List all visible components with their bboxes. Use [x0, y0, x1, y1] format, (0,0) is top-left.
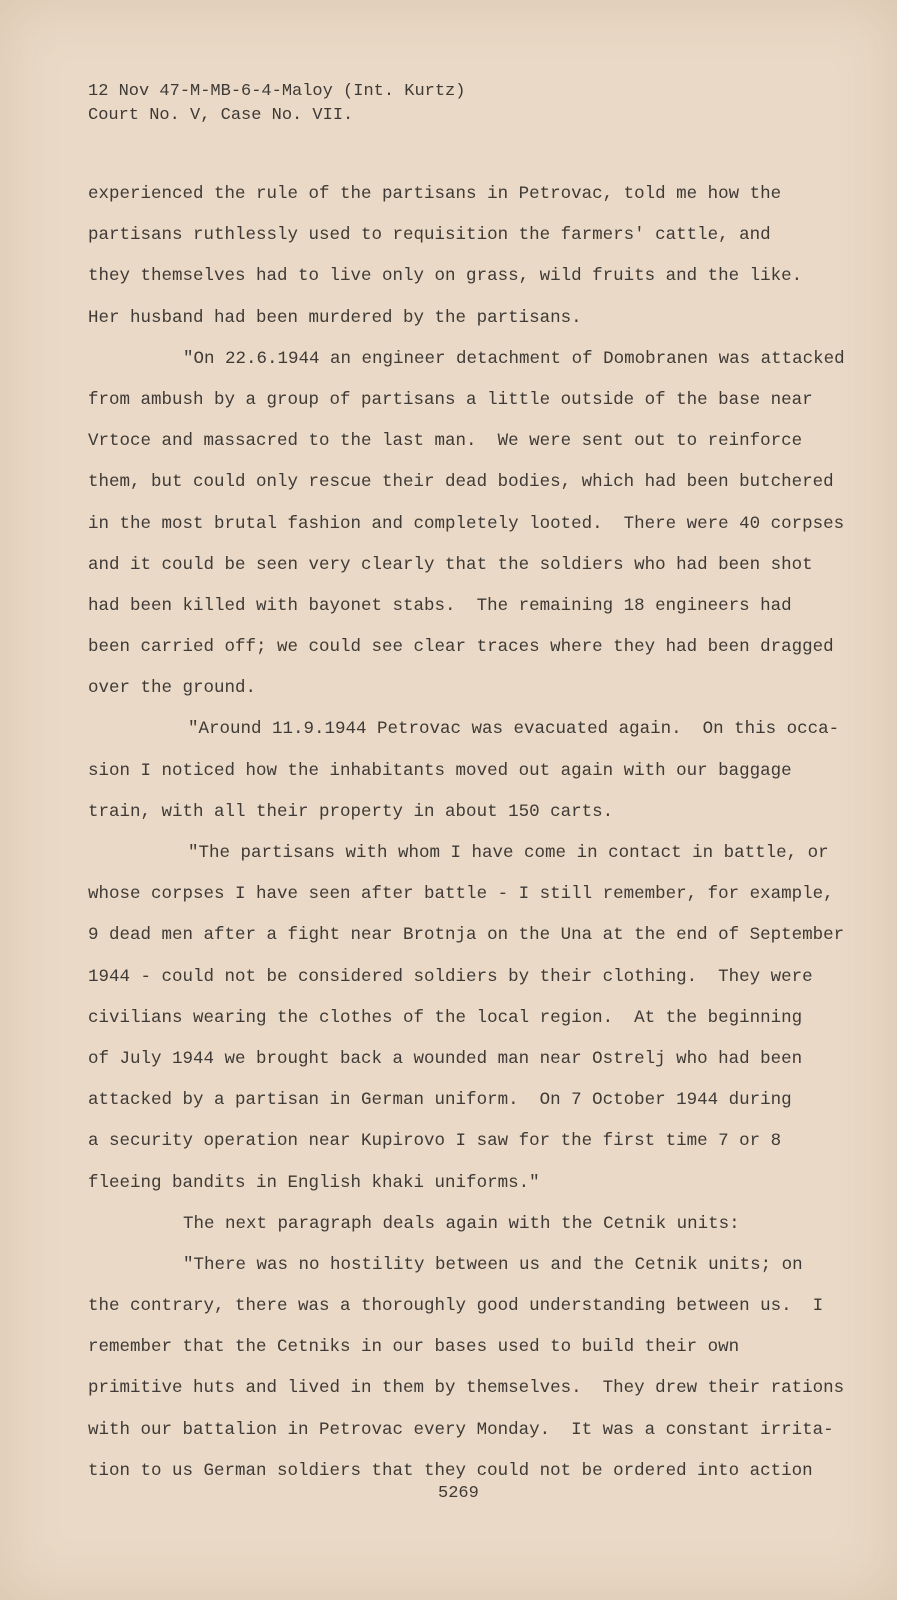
text-line: in the most brutal fashion and completely looted. There were 40 corpses [88, 513, 845, 534]
text-line: Vrtoce and massacred to the last man. We were sent out to reinforce [88, 431, 803, 452]
text-line: the contrary, there was a thoroughly good understanding between us. I [88, 1296, 824, 1317]
header-reference-line: 12 Nov 47-M-MB-6-4-Maloy (Int. Kurtz) [88, 82, 466, 101]
text-line: had been killed with bayonet stabs. The remaining 18 engineers had [88, 595, 792, 616]
header-court-line: Court No. V, Case No. VII. [88, 106, 354, 125]
text-line: sion I noticed how the inhabitants moved out again with our baggage [88, 760, 792, 781]
text-line: partisans ruthlessly used to requisition the farmers' cattle, and [88, 225, 771, 246]
text-line: been carried off; we could see clear traces where they had been dragged [88, 637, 834, 658]
document-header [88, 80, 465, 128]
text-line: primitive huts and lived in them by themselves. They drew their rations [88, 1378, 845, 1399]
text-line: whose corpses I have seen after battle - I still remember, for example, [88, 884, 834, 905]
text-line: over the ground. [88, 678, 257, 699]
text-line: a security operation near Kupirovo I saw for the first time 7 or 8 [88, 1131, 782, 1152]
text-line: train, with all their property in about 150 carts. [88, 801, 614, 822]
text-line: with our battalion in Petrovac every Monday. It was a constant irrita- [88, 1419, 834, 1440]
text-line: they themselves had to live only on grass, wild fruits and the like. [88, 266, 803, 287]
text-line: tion to us German soldiers that they could not be ordered into action [88, 1460, 813, 1481]
text-line: 9 dead men after a fight near Brotnja on the Una at the end of September [88, 925, 845, 946]
text-line: experienced the rule of the partisans in Petrovac, told me how the [88, 184, 782, 204]
text-line: 1944 - could not be considered soldiers by their clothing. They were [88, 966, 813, 987]
text-line: from ambush by a group of partisans a little outside of the base near [88, 389, 813, 410]
text-line: "Around 11.9.1944 Petrovac was evacuated again. On this occa- [188, 719, 840, 740]
text-line: "The partisans with whom I have come in contact in battle, or [188, 843, 829, 863]
body-text [88, 174, 858, 1492]
text-line: of July 1944 we brought back a wounded man near Ostrelj who had been [88, 1048, 803, 1069]
text-line: The next paragraph deals again with the Cetnik units: [183, 1213, 740, 1234]
text-line: fleeing bandits in English khaki uniforms." [88, 1172, 540, 1193]
text-line: Her husband had been murdered by the partisans. [88, 307, 582, 328]
text-line: "There was no hostility between us and the Cetnik units; on [183, 1254, 803, 1275]
page-margin [897, 0, 917, 1600]
text-line: attacked by a partisan in German uniform. On 7 October 1944 during [88, 1090, 792, 1111]
text-line: civilians wearing the clothes of the local region. At the beginning [88, 1007, 803, 1028]
page-number: 5269 [438, 1484, 479, 1503]
text-line: "On 22.6.1944 an engineer detachment of Domobranen was attacked [183, 348, 845, 369]
text-line: and it could be seen very clearly that the soldiers who had been shot [88, 554, 813, 575]
text-line: remember that the Cetniks in our bases used to build their own [88, 1337, 740, 1358]
text-line: them, but could only rescue their dead bodies, which had been butchered [88, 472, 834, 493]
